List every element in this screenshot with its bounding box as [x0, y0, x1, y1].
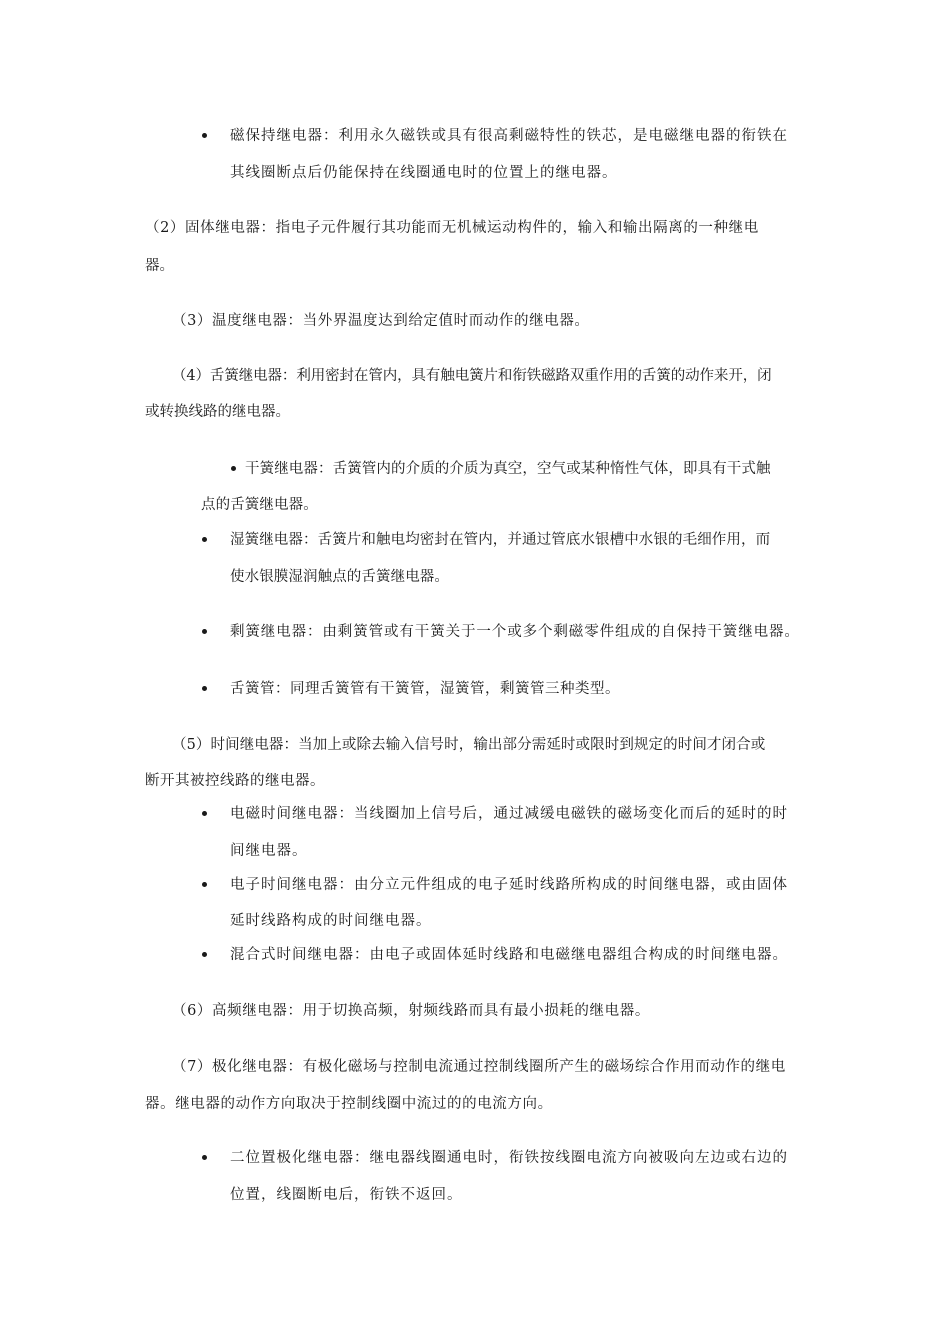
- list-item-text: 延时线路构成的时间继电器。: [230, 913, 432, 929]
- bullet-icon: [202, 1155, 207, 1160]
- list-item-text: 电磁时间继电器：当线圈加上信号后，通过减缓电磁铁的磁场变化而后的延时的时: [230, 806, 788, 822]
- list-item-text: 二位置极化继电器：继电器线圈通电时，衔铁按线圈电流方向被吸向左边或右边的: [230, 1150, 788, 1166]
- paragraph-text: （6）高频继电器：用于切换高频，射频线路而具有最小损耗的继电器。: [172, 1003, 650, 1019]
- bullet-icon: [202, 686, 207, 691]
- list-item-text: 湿簧继电器：舌簧片和触电均密封在管内，并通过管底水银槽中水银的毛细作用，而: [230, 532, 771, 548]
- list-item-text: 舌簧管：同理舌簧管有干簧管，湿簧管，剩簧管三种类型。: [230, 681, 620, 697]
- list-item-text: 电子时间继电器：由分立元件组成的电子延时线路所构成的时间继电器，或由固体: [230, 877, 788, 893]
- bullet-icon: [202, 537, 207, 542]
- list-item-text: 位置，线圈断电后，衔铁不返回。: [230, 1187, 463, 1203]
- list-item-text: 其线圈断点后仍能保持在线圈通电时的位置上的继电器。: [230, 165, 618, 181]
- paragraph-text: （4）舌簧继电器：利用密封在管内，具有触电簧片和衔铁磁路双重作用的舌簧的动作来开，闭: [172, 368, 772, 384]
- list-item-text: 点的舌簧继电器。: [201, 497, 318, 513]
- bullet-icon: [202, 882, 207, 887]
- list-item-text: 干簧继电器：舌簧管内的介质的介质为真空，空气或某种惰性气体，即具有干式触: [245, 461, 771, 477]
- bullet-icon: [202, 629, 207, 634]
- paragraph-text: 器。继电器的动作方向取决于控制线圈中流过的的电流方向。: [145, 1096, 553, 1112]
- list-item-text: 间继电器。: [230, 843, 308, 859]
- bullet-icon: [202, 952, 207, 957]
- bullet-icon: [202, 133, 207, 138]
- paragraph-text: 器。: [145, 258, 174, 274]
- paragraph-text: （7）极化继电器：有极化磁场与控制电流通过控制线圈所产生的磁场综合作用而动作的继电: [172, 1059, 786, 1075]
- list-item-text: 使水银膜湿润触点的舌簧继电器。: [230, 569, 449, 585]
- list-item-text: 混合式时间继电器：由电子或固体延时线路和电磁继电器组合构成的时间继电器。: [230, 947, 788, 963]
- paragraph-text: 断开其被控线路的继电器。: [145, 773, 325, 789]
- bullet-icon: [231, 466, 236, 471]
- paragraph-text: 或转换线路的继电器。: [145, 404, 290, 420]
- paragraph-text: （2）固体继电器：指电子元件履行其功能而无机械运动构件的，输入和输出隔离的一种继电: [145, 220, 759, 236]
- paragraph-text: （3）温度继电器：当外界温度达到给定值时而动作的继电器。: [172, 313, 590, 329]
- list-item-text: 磁保持继电器：利用永久磁铁或具有很高剩磁特性的铁芯，是电磁继电器的衔铁在: [230, 128, 788, 144]
- list-item-text: 剩簧继电器：由剩簧管或有干簧关于一个或多个剩磁零件组成的自保持干簧继电器。: [230, 624, 800, 640]
- paragraph-text: （5）时间继电器：当加上或除去输入信号时，输出部分需延时或限时到规定的时间才闭合或: [172, 737, 766, 753]
- bullet-icon: [202, 811, 207, 816]
